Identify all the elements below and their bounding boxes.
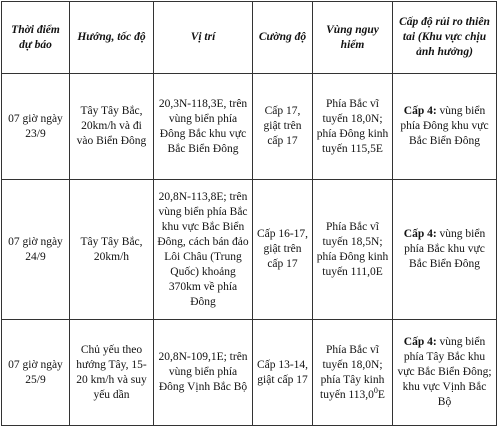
table-row [2,74,497,180]
position-cell: 20,8N-109,1E; trên vùng biển phía Đông Vịnh Bắc Bộ [154,320,253,426]
danger-zone-cell [313,320,393,426]
header-forecast-time: Thời điểm dự báo [2,2,70,74]
direction-cell: Tây Tây Bắc, 20km/h [70,180,154,320]
risk-level-cell [393,180,497,320]
table-row [2,320,497,426]
header-danger-zone: Vùng nguy hiểm [313,2,393,74]
position-cell: 20,8N-113,8E; trên vùng biển phía Bắc khu vực Bắc Biển Đông, cách bán đảo Lôi Châu (Trung Quốc) khoảng 370km về phía Đông [154,180,253,320]
forecast-time-cell: 07 giờ ngày 25/9 [2,320,70,426]
forecast-time-cell: 07 giờ ngày 24/9 [2,180,70,320]
intensity-cell: Cấp 16-17, giật trên cấp 17 [253,180,313,320]
intensity-cell: Cấp 13-14, giật cấp 17 [253,320,313,426]
danger-zone-cell: Phía Bắc vĩ tuyến 18,5N; phía Đông kinh tuyến 111,0E [313,180,393,320]
header-intensity: Cường độ [253,2,313,74]
direction-cell: Chủ yếu theo hướng Tây, 15-20 km/h và suy yếu dần [70,320,154,426]
header-row [2,2,497,74]
intensity-cell: Cấp 17, giật trên cấp 17 [253,74,313,180]
danger-zone-text: Phía Bắc vĩ tuyến 18,0N; phía Tây kinh tuyến 113,0 [320,343,385,401]
position-cell: 20,3N-118,3E, trên vùng biển phía Đông Bắc khu vực Bắc Biển Đông [154,74,253,180]
degree-superscript: 0 [373,385,378,395]
risk-area-text: vùng biển phía Tây Bắc khu vực Bắc Biển Đông; khu vực Vịnh Bắc Bộ [397,336,492,408]
direction-cell: Tây Tây Bắc, 20km/h và đi vào Biển Đông [70,74,154,180]
risk-level-cell [393,320,497,426]
danger-zone-cell: Phía Bắc vĩ tuyến 18,0N; phía Đông kinh tuyến 115,5E [313,74,393,180]
header-direction-speed: Hướng, tốc độ [70,2,154,74]
table-row [2,180,497,320]
risk-level-label: Cấp 4: [403,105,437,117]
danger-zone-suffix: E [377,388,385,401]
risk-area-text: vùng biển phía Bắc khu vực Bắc Biển Đông [404,228,486,270]
risk-level-cell [393,74,497,180]
risk-area-text: vùng biển phía Đông khu vực Bắc Biển Đông [400,105,489,147]
header-position: Vị trí [154,2,253,74]
forecast-time-cell: 07 giờ ngày 23/9 [2,74,70,180]
header-risk-level: Cấp độ rủi ro thiên tai (Khu vực chịu ảnh hưởng) [393,2,497,74]
risk-level-label: Cấp 4: [403,336,437,348]
storm-forecast-table [1,1,497,426]
risk-level-label: Cấp 4: [403,228,437,240]
